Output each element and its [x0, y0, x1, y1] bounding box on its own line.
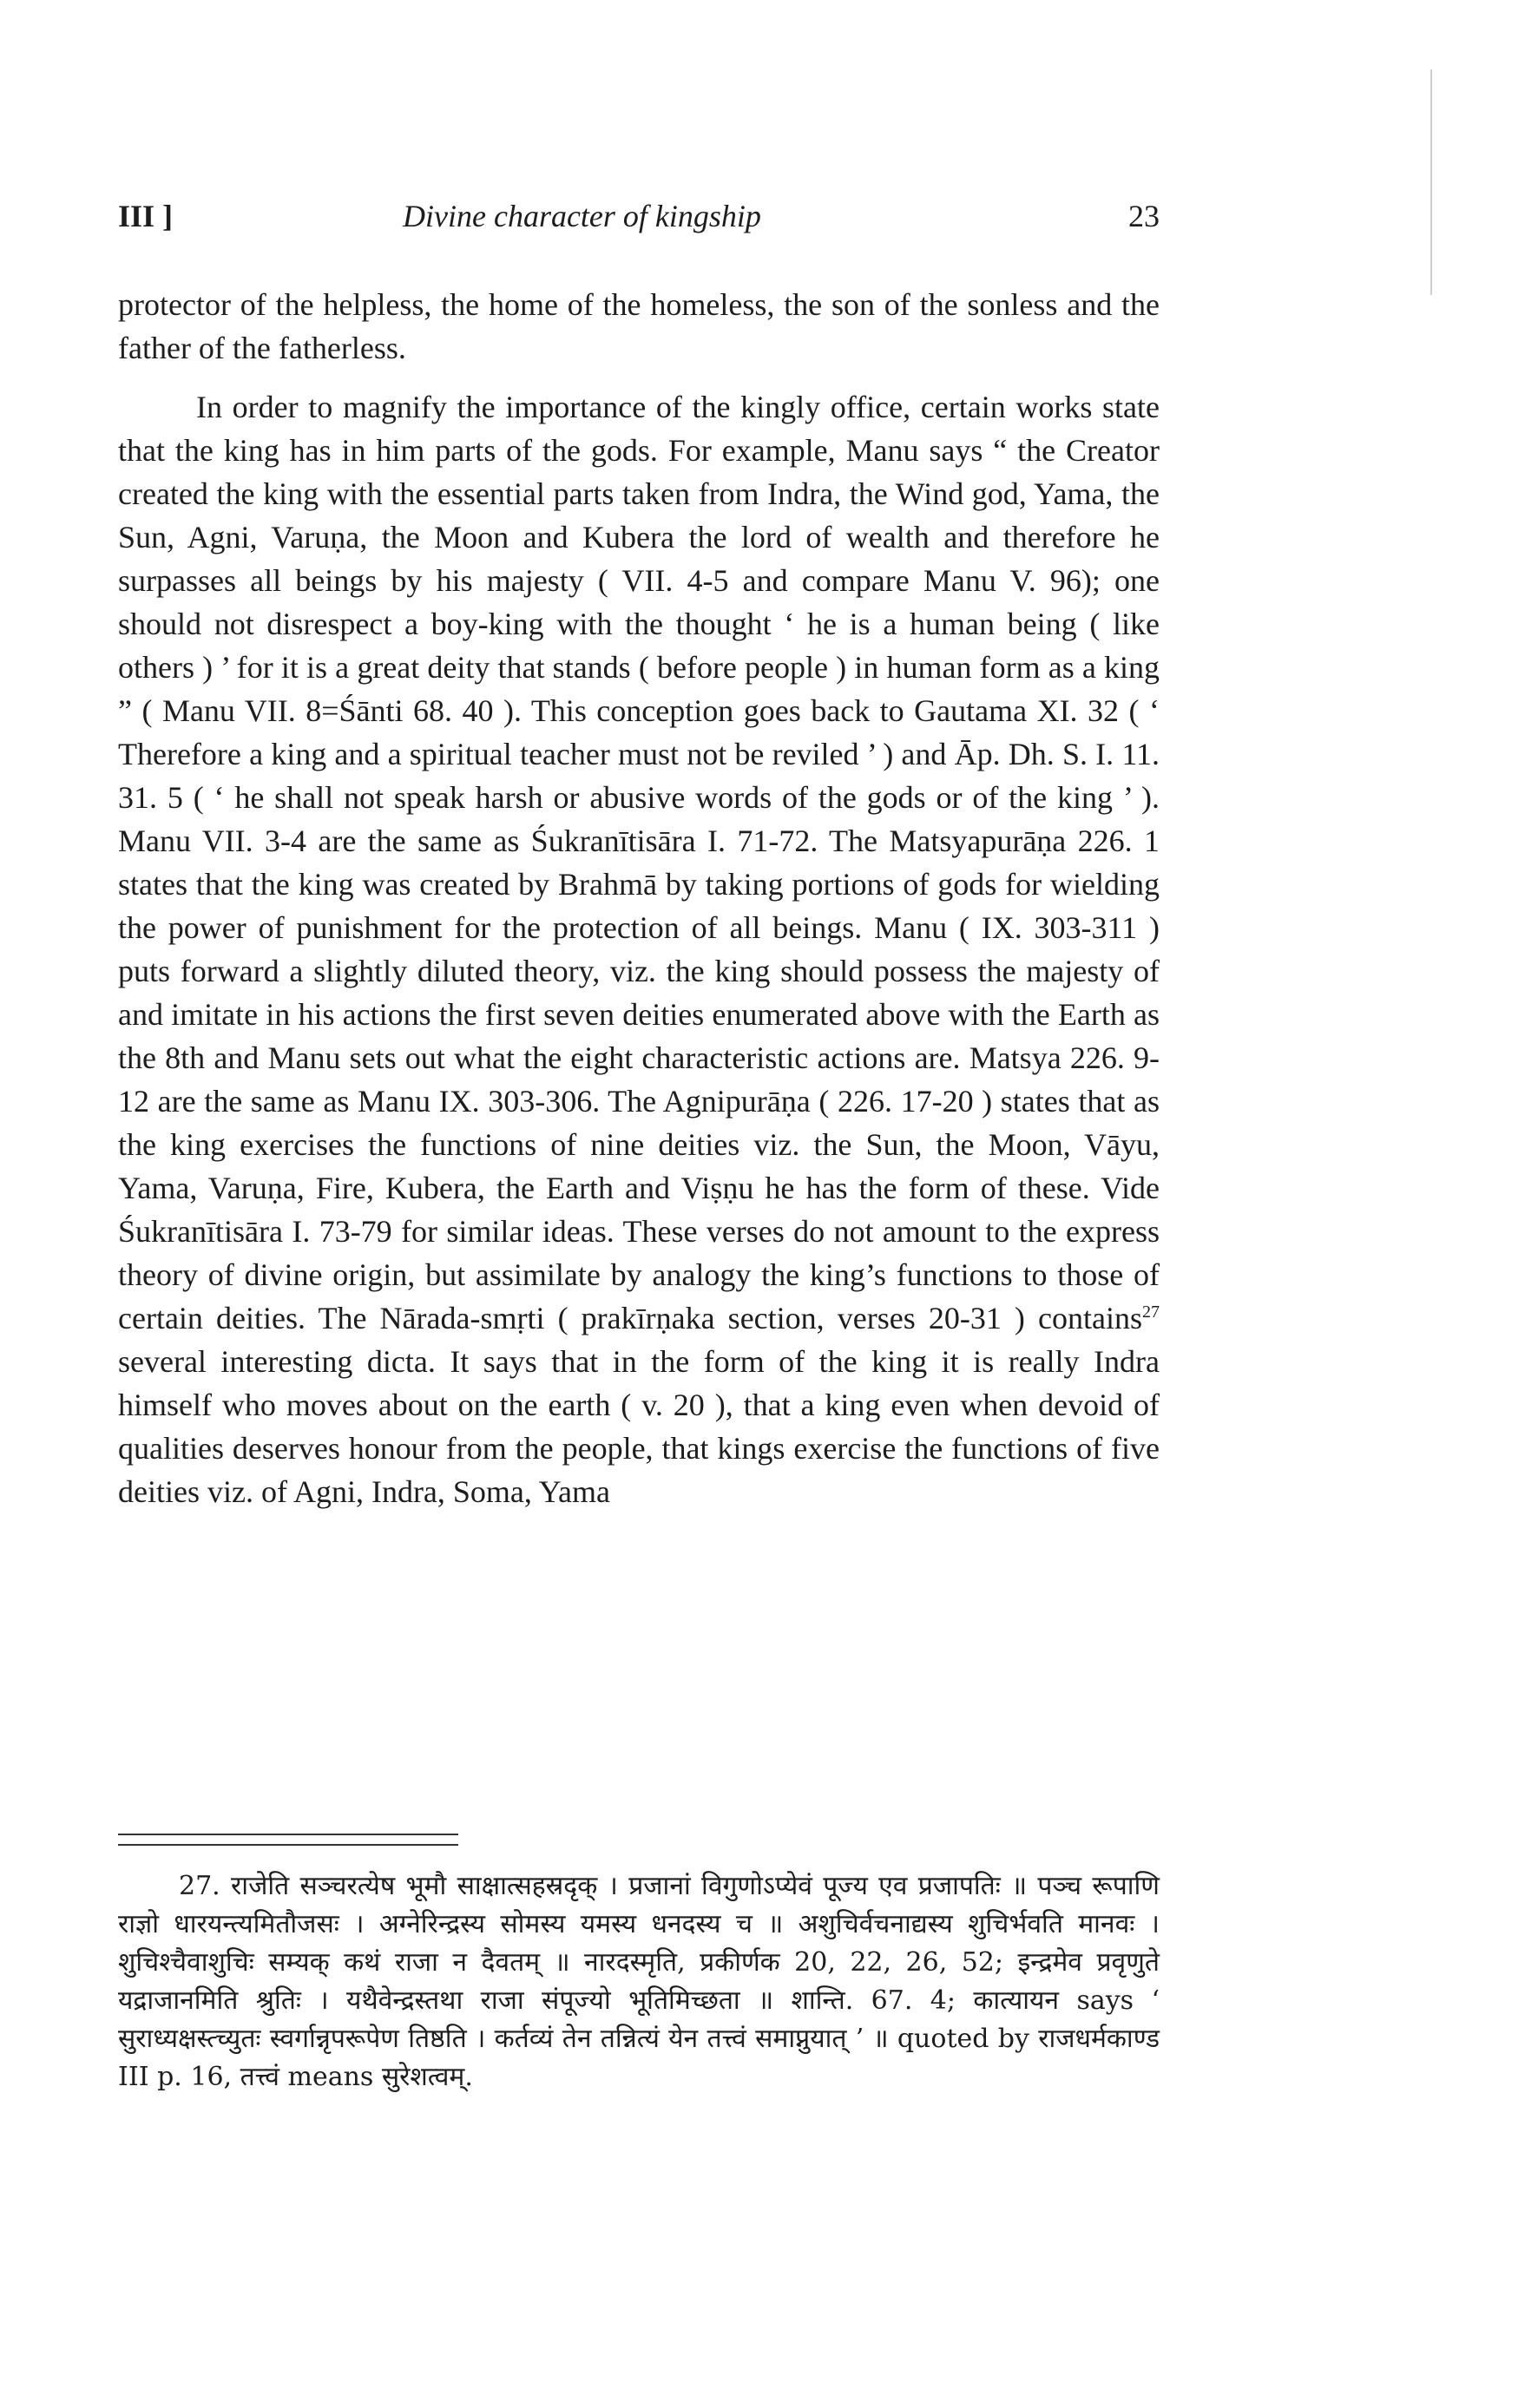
paragraph-continuation: protector of the helpless, the home of the homeless, the son of the sonless and the father of the fatherless.: [118, 287, 1160, 365]
footnote-text: राजेति सञ्चरत्येष भूमौ साक्षात्सहस्रदृक् । प्रजानां विगुणोऽप्येवं पूज्य एव प्रजापतिः ॥ पञ्च रूपाणि राज्ञो धारयन्त्यमितौजसः । अग्नेरिन्द्रस्य सोमस्य यमस्य धनदस्य च ॥ अशुचिर्वचनाद्यस्य शुचिर्भवति मानवः । शुचिश्चैवाशुचिः सम्यक् कथं राजा न दैवतम् ॥ नारदस्मृति, प्रकीर्णक 20, 22, 26, 52; इन्द्रमेव प्रवृणुते यद्राजानमिति श्रुतिः । यथैवेन्द्रस्तथा राजा संपूज्यो भूतिमिच्छता ॥ शान्ति. 67. 4; कात्यायन says ‘ सुराध्यक्षस्त्च्युतः स्वर्गान्नृपरूपेण तिष्ठति । कर्तव्यं तेन तन्नित्यं येन तत्त्वं समाप्नुयात् ’ ॥ quoted by राजधर्मकाण्ड III p. 16, तत्त्वं means सुरेशत्वम्.: [118, 1871, 1160, 2092]
paragraph-main: [118, 385, 1160, 1513]
footnote-reference: 27: [1142, 1302, 1160, 1322]
footnote-number: 27.: [179, 1871, 220, 1901]
paragraph-main-text: In order to magnify the importance of the kingly office, certain works state that the king has in him parts of the gods. For example, Manu says “ the Creator created the king with the essential parts taken from Indra, the Wind god, Yama, the Sun, Agni, Varuṇa, the Moon and Kubera the lord of wealth and therefore he surpasses all beings by his majesty ( VII. 4-5 and compare Manu V. 96); one should not disrespect a boy-king with the thought ‘ he is a human being ( like others ) ’ for it is a great deity that stands ( before people ) in human form as a king ” ( Manu VII. 8=Śānti 68. 40 ). This conception goes back to Gautama XI. 32 ( ‘ Therefore a king and a spiritual teacher must not be reviled ’ ) and Āp. Dh. S. I. 11. 31. 5 ( ‘ he shall not speak harsh or abusive words of the gods or of the king ’ ). Manu VII. 3-4 are the same as Śukranītisāra I. 71-72. The Matsyapurāṇa 226. 1 states that the king was created by Brahmā by taking portions of gods for wielding the power of punishment for the protection of all beings. Manu ( IX. 303-311 ) puts forward a slightly diluted theory, viz. the king should possess the majesty of and imitate in his actions the first seven deities enumerated above with the Earth as the 8th and Manu sets out what the eight characteristic actions are. Matsya 226. 9-12 are the same as Manu IX. 303-306. The Agnipurāṇa ( 226. 17-20 ) states that as the king exercises the functions of nine deities viz. the Sun, the Moon, Vāyu, Yama, Varuṇa, Fire, Kubera, the Earth and Viṣṇu he has the form of these. Vide Śukranītisāra I. 73-79 for similar ideas. These verses do not amount to the express theory of divine origin, but assimilate by analogy the king’s functions to those of certain deities. The Nārada-smṛti ( prakīrṇaka section, verses 20-31 ) contains: [118, 390, 1160, 1335]
paragraph-main-tail: several interesting dicta. It says that in the form of the king it is really Indra himself who moves about on the earth ( v. 20 ), that a king even when devoid of qualities deserves honour from the people, that kings exercise the functions of five deities viz. of Agni, Indra, Soma, Yama: [118, 1344, 1160, 1509]
page-header: [118, 198, 1160, 250]
page-number: 23: [1128, 199, 1160, 233]
body-text: [118, 283, 1160, 1513]
scan-edge-line: [1430, 69, 1432, 295]
running-title: Divine character of kingship: [403, 199, 761, 233]
footnote-divider: [118, 1834, 458, 1846]
chapter-marker: III ]: [118, 199, 174, 233]
footnote-27: [118, 1867, 1160, 2096]
